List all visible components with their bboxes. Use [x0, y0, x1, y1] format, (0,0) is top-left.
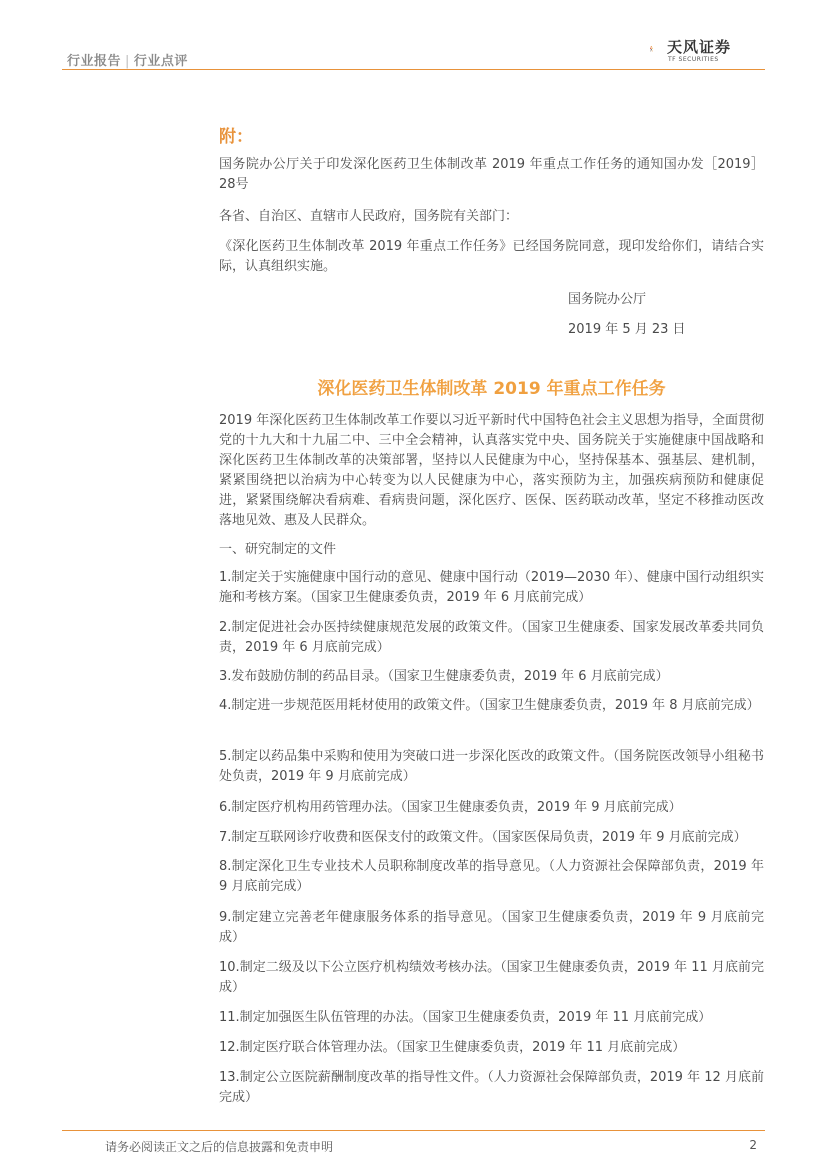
logo-text: 天风证券 — [667, 38, 732, 56]
list-item: 13.制定公立医院薪酬制度改革的指导性文件。（人力资源社会保障部负责，2019 年 12 月底前完成） — [219, 1070, 764, 1105]
list-item: 6.制定医疗机构用药管理办法。（国家卫生健康委负责，2019 年 9 月底前完成） — [219, 800, 682, 815]
recipients: 各省、自治区、直辖市人民政府，国务院有关部门： — [219, 209, 519, 224]
notice-body: 《深化医药卫生体制改革 2019 年重点工作任务》已经国务院同意，现印发给你们，请结合实际，认真组织实施。 — [219, 239, 764, 274]
report-type — [67, 50, 188, 69]
report-category: 行业报告 — [67, 54, 122, 69]
notice-title: 国务院办公厅关于印发深化医药卫生体制改革 2019 年重点工作任务的通知国办发［2019］28号 — [219, 157, 764, 192]
issue-date: 2019 年 5 月 23 日 — [568, 322, 686, 337]
header-divider — [62, 69, 765, 70]
list-item: 12.制定医疗联合体管理办法。（国家卫生健康委负责，2019 年 11 月底前完成） — [219, 1040, 686, 1055]
list-item: 3.发布鼓励仿制的药品目录。（国家卫生健康委负责，2019 年 6 月底前完成） — [219, 669, 669, 684]
list-item: 10.制定二级及以下公立医疗机构绩效考核办法。（国家卫生健康委负责，2019 年 11 月底前完成） — [219, 960, 764, 995]
list-item: 8.制定深化卫生专业技术人员职称制度改革的指导意见。（人力资源社会保障部负责，2019 年 9 月底前完成） — [219, 859, 764, 894]
footer-disclaimer: 请务必阅读正文之后的信息披露和免责申明 — [105, 1140, 334, 1154]
header-separator: | — [125, 54, 130, 69]
list-item: 2.制定促进社会办医持续健康规范发展的政策文件。（国家卫生健康委、国家发展改革委共同负责，2019 年 6 月底前完成） — [219, 620, 764, 655]
section-heading: 一、研究制定的文件 — [219, 542, 337, 557]
report-subcategory: 行业点评 — [133, 54, 188, 69]
intro-paragraph: 2019 年深化医药卫生体制改革工作要以习近平新时代中国特色社会主义思想为指导，全面贯彻党的十九大和十九届二中、三中全会精神，认真落实党中央、国务院关于实施健康中国战略和深化医药卫生体制改革的决策部署，坚持以人民健康为中心，坚持保基本、强基层、建机制，紧紧围绕把以治病为中心转变为以人民健康为中心，落实预防为主，加强疾病预防和健康促进，紧紧围绕解决看病难、看病贵问题，深化医疗、医保、医药联动改革，坚定不移推动医改落地见效、惠及人民群众。 — [219, 413, 764, 528]
document-title: 深化医药卫生体制改革 2019 年重点工作任务 — [317, 379, 666, 399]
logo-subtext: TF SECURITIES — [668, 56, 719, 63]
list-item: 9.制定建立完善老年健康服务体系的指导意见。（国家卫生健康委负责，2019 年 9 月底前完成） — [219, 910, 764, 945]
tf-securities-logo-icon — [650, 28, 668, 70]
appendix-label: 附： — [219, 127, 253, 147]
footer-divider — [62, 1130, 765, 1131]
list-item: 7.制定互联网诊疗收费和医保支付的政策文件。（国家医保局负责，2019 年 9 月底前完成） — [219, 830, 747, 845]
list-item: 4.制定进一步规范医用耗材使用的政策文件。（国家卫生健康委负责，2019 年 8 月底前完成） — [219, 698, 760, 713]
page-number: 2 — [749, 1138, 757, 1152]
list-item: 5.制定以药品集中采购和使用为突破口进一步深化医改的政策文件。（国务院医改领导小组秘书处负责，2019 年 9 月底前完成） — [219, 749, 764, 784]
list-item: 1.制定关于实施健康中国行动的意见、健康中国行动（2019—2030 年）、健康中国行动组织实施和考核方案。（国家卫生健康委负责，2019 年 6 月底前完成） — [219, 570, 764, 605]
issuer: 国务院办公厅 — [568, 292, 647, 307]
list-item: 11.制定加强医生队伍管理的办法。（国家卫生健康委负责，2019 年 11 月底前完成） — [219, 1010, 712, 1025]
